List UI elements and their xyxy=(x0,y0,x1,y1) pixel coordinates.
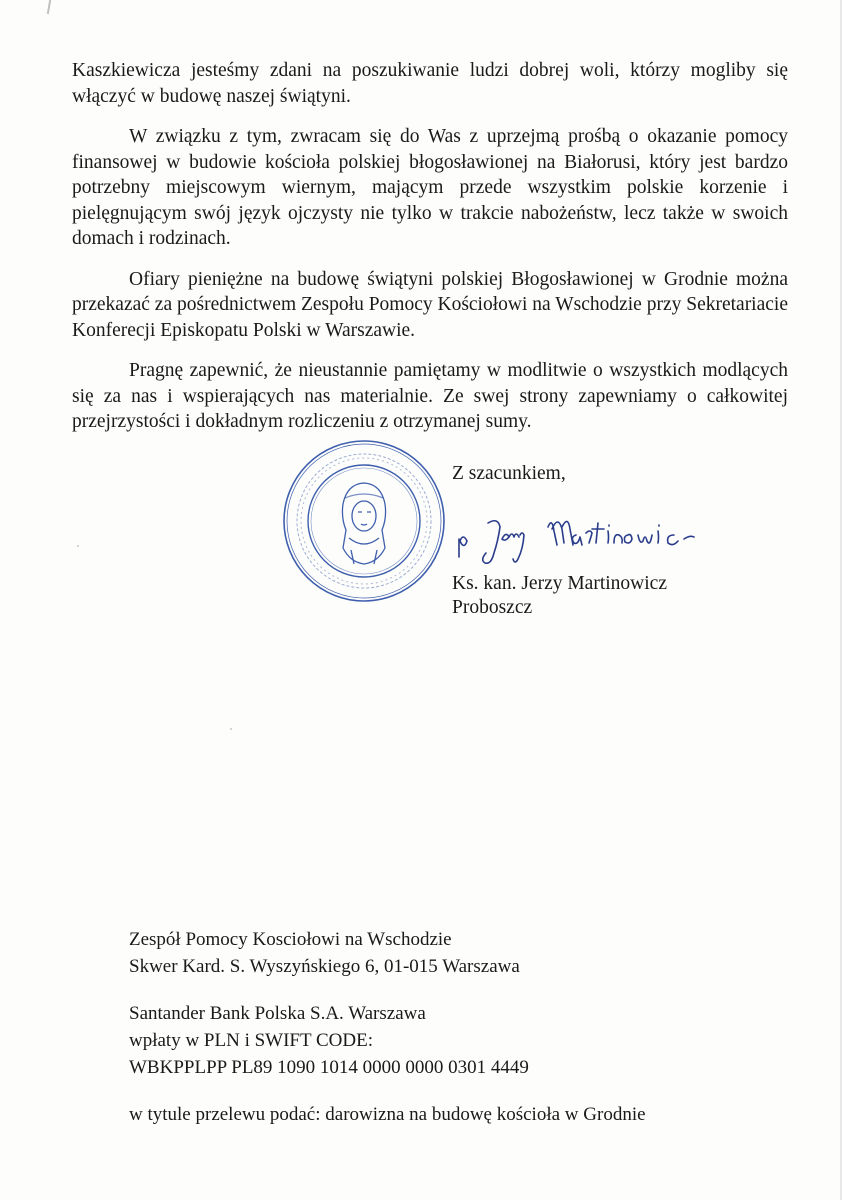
closing-phrase: Z szacunkiem, xyxy=(452,463,566,484)
letter-body xyxy=(72,58,788,450)
signer-name: Ks. kan. Jerzy Martinowicz xyxy=(452,573,667,594)
organization-block xyxy=(129,926,646,980)
parish-stamp xyxy=(281,438,447,604)
paragraph-3: Ofiary pieniężne na budowę świątyni polskiej Błogosławionej w Grodnie można przekazać za pośrednictwem Zespołu Pomocy Kościołowi na Wschodzie przy Sekretariacie Konferecji Episkopatu Polski w Warszawie. xyxy=(72,268,788,341)
bank-block xyxy=(129,1000,646,1081)
scan-dot xyxy=(230,728,232,730)
bank-name: Santander Bank Polska S.A. Warszawa xyxy=(129,1003,426,1024)
payment-details xyxy=(129,926,646,1148)
paragraph-2: W związku z tym, zwracam się do Was z uprzejmą prośbą o okazanie pomocy finansowej w budowie kościoła polskiej błogosławionej na Białorusi, który jest bardzo potrzebny miejscowym wiernym, mającym przede wszystkim polskie korzenie i pielęgnującym swój język ojczysty nie tylko w trakcie nabożeństw, lecz także w swoich domach i rodzinach. xyxy=(72,126,788,249)
organization-address: Skwer Kard. S. Wyszyńskiego 6, 01-015 Warszawa xyxy=(129,956,520,977)
signer-title: Proboszcz xyxy=(452,597,533,618)
paragraph-4: Pragnę zapewnić, że nieustannie pamiętamy w modlitwie o wszystkich modlących się za nas i wspierających nas materialnie. Ze swej strony zapewniamy o całkowitej przejrzystości i dokładnym rozliczeniu z otrzymanej sumy. xyxy=(72,360,788,432)
organization-name: Zespół Pomocy Kosciołowi na Wschodzie xyxy=(129,929,452,950)
scan-dot xyxy=(77,545,79,547)
bank-note: wpłaty w PLN i SWIFT CODE: xyxy=(129,1030,374,1051)
scan-mark xyxy=(47,0,51,14)
transfer-title: w tytule przelewu podać: darowizna na budowę kościoła w Grodnie xyxy=(129,1104,646,1125)
signer-block xyxy=(452,572,667,620)
transfer-title-block xyxy=(129,1101,646,1128)
handwritten-signature xyxy=(452,505,702,575)
account-number: WBKPPLPP PL89 1090 1014 0000 0000 0301 4449 xyxy=(129,1057,529,1078)
paragraph-1: Kaszkiewicza jesteśmy zdani na poszukiwanie ludzi dobrej woli, którzy mogliby się włączyć w budowę naszej świątyni. xyxy=(72,60,788,107)
